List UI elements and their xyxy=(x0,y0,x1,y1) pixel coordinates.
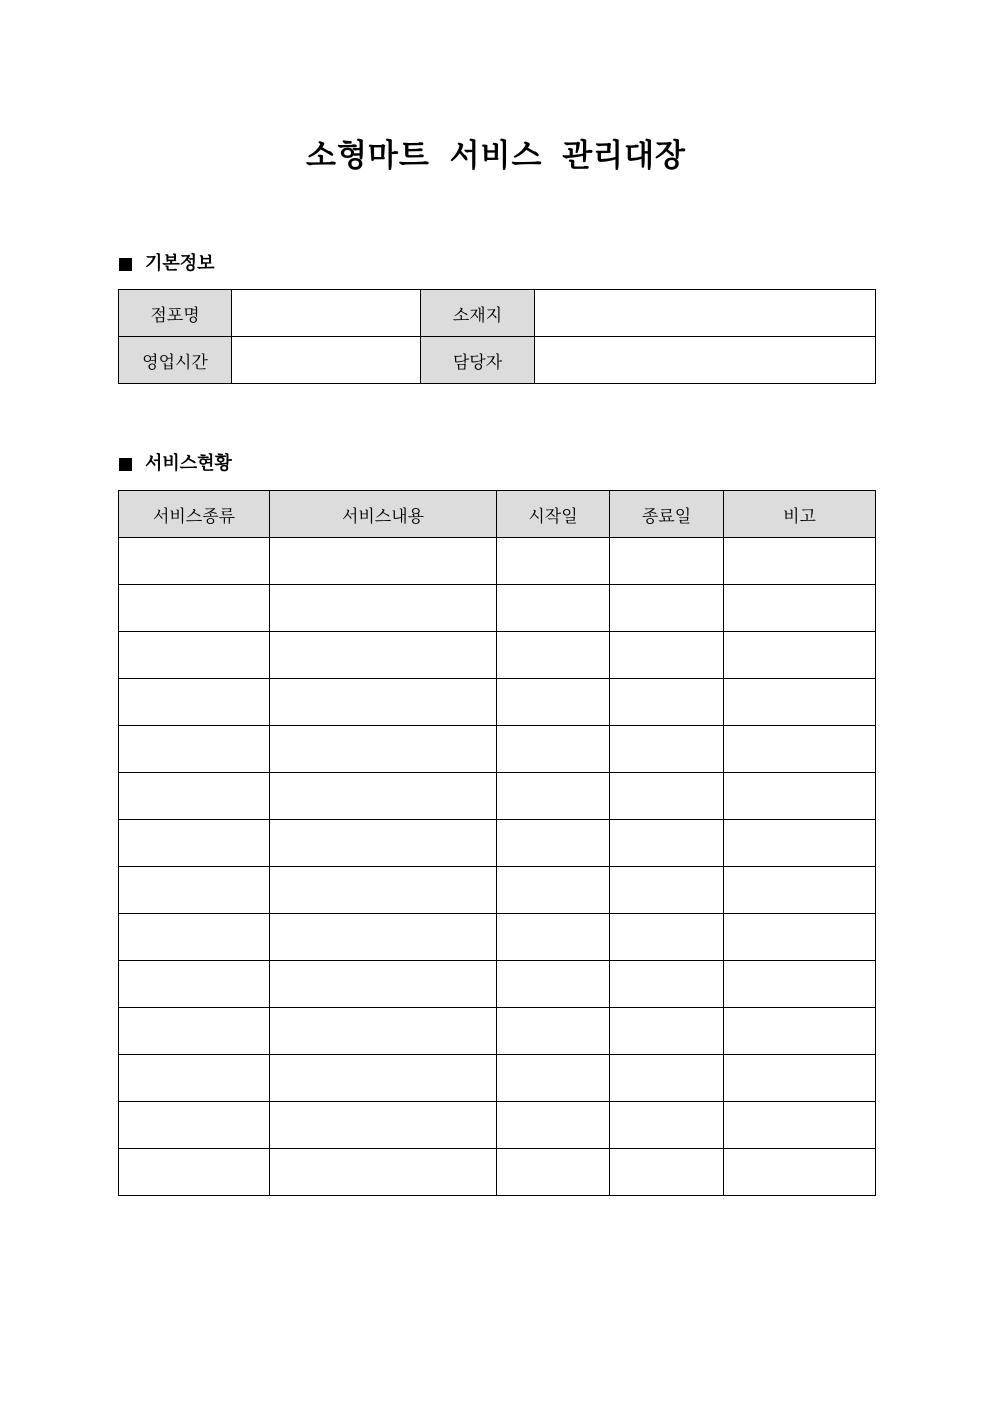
end-date-cell[interactable] xyxy=(610,914,724,961)
end-date-cell[interactable] xyxy=(610,773,724,820)
remarks-cell[interactable] xyxy=(724,1008,876,1055)
remarks-cell[interactable] xyxy=(724,726,876,773)
end-date-cell[interactable] xyxy=(610,585,724,632)
section-heading-label: 서비스현황 xyxy=(145,453,232,474)
service-type-cell[interactable] xyxy=(119,679,270,726)
start-date-cell[interactable] xyxy=(497,585,610,632)
end-date-cell[interactable] xyxy=(610,538,724,585)
table-row xyxy=(119,1149,876,1196)
manager-field[interactable] xyxy=(535,337,876,384)
table-row xyxy=(119,632,876,679)
end-date-cell[interactable] xyxy=(610,867,724,914)
service-type-cell[interactable] xyxy=(119,585,270,632)
service-content-cell[interactable] xyxy=(270,820,497,867)
service-type-cell[interactable] xyxy=(119,1149,270,1196)
service-type-cell[interactable] xyxy=(119,726,270,773)
service-type-cell[interactable] xyxy=(119,773,270,820)
end-date-cell[interactable] xyxy=(610,961,724,1008)
end-date-cell[interactable] xyxy=(610,820,724,867)
table-header-row xyxy=(119,491,876,538)
remarks-cell[interactable] xyxy=(724,820,876,867)
start-date-cell[interactable] xyxy=(497,1149,610,1196)
location-label: 소재지 xyxy=(421,290,535,337)
service-type-cell[interactable] xyxy=(119,914,270,961)
remarks-cell[interactable] xyxy=(724,632,876,679)
start-date-cell[interactable] xyxy=(497,632,610,679)
end-date-cell[interactable] xyxy=(610,1008,724,1055)
end-date-cell[interactable] xyxy=(610,1149,724,1196)
end-date-cell[interactable] xyxy=(610,1102,724,1149)
table-row xyxy=(119,726,876,773)
start-date-cell[interactable] xyxy=(497,1102,610,1149)
table-row xyxy=(119,538,876,585)
table-row xyxy=(119,1102,876,1149)
end-date-cell[interactable] xyxy=(610,726,724,773)
end-date-cell[interactable] xyxy=(610,632,724,679)
start-date-cell[interactable] xyxy=(497,679,610,726)
basic-info-table xyxy=(118,289,876,384)
start-date-cell[interactable] xyxy=(497,914,610,961)
remarks-cell[interactable] xyxy=(724,585,876,632)
page-title: 소형마트 서비스 관리대장 xyxy=(306,138,686,174)
service-content-cell[interactable] xyxy=(270,773,497,820)
service-content-cell[interactable] xyxy=(270,632,497,679)
service-content-cell[interactable] xyxy=(270,585,497,632)
service-type-cell[interactable] xyxy=(119,867,270,914)
table-row xyxy=(119,867,876,914)
service-type-cell[interactable] xyxy=(119,538,270,585)
service-content-cell[interactable] xyxy=(270,1008,497,1055)
service-content-cell[interactable] xyxy=(270,1055,497,1102)
service-type-cell[interactable] xyxy=(119,961,270,1008)
remarks-cell[interactable] xyxy=(724,867,876,914)
start-date-cell[interactable] xyxy=(497,538,610,585)
table-row xyxy=(119,961,876,1008)
location-field[interactable] xyxy=(535,290,876,337)
store-name-field[interactable] xyxy=(232,290,421,337)
remarks-cell[interactable] xyxy=(724,679,876,726)
business-hours-field[interactable] xyxy=(232,337,421,384)
business-hours-label: 영업시간 xyxy=(119,337,232,384)
service-type-cell[interactable] xyxy=(119,1102,270,1149)
manager-label: 담당자 xyxy=(421,337,535,384)
service-type-cell[interactable] xyxy=(119,632,270,679)
end-date-cell[interactable] xyxy=(610,679,724,726)
store-name-label: 점포명 xyxy=(119,290,232,337)
table-row xyxy=(119,820,876,867)
column-header-service-content: 서비스내용 xyxy=(270,491,497,538)
table-row xyxy=(119,585,876,632)
service-content-cell[interactable] xyxy=(270,1102,497,1149)
table-row xyxy=(119,679,876,726)
remarks-cell[interactable] xyxy=(724,773,876,820)
start-date-cell[interactable] xyxy=(497,1055,610,1102)
start-date-cell[interactable] xyxy=(497,773,610,820)
section-heading-label: 기본정보 xyxy=(145,253,215,274)
table-row xyxy=(119,290,876,337)
table-row xyxy=(119,773,876,820)
end-date-cell[interactable] xyxy=(610,1055,724,1102)
square-bullet-icon xyxy=(119,258,132,271)
table-row xyxy=(119,1008,876,1055)
section-heading-service-status xyxy=(119,452,232,476)
table-row xyxy=(119,1055,876,1102)
table-row xyxy=(119,914,876,961)
column-header-remarks: 비고 xyxy=(724,491,876,538)
remarks-cell[interactable] xyxy=(724,1102,876,1149)
remarks-cell[interactable] xyxy=(724,538,876,585)
service-content-cell[interactable] xyxy=(270,914,497,961)
remarks-cell[interactable] xyxy=(724,914,876,961)
start-date-cell[interactable] xyxy=(497,867,610,914)
service-content-cell[interactable] xyxy=(270,679,497,726)
start-date-cell[interactable] xyxy=(497,1008,610,1055)
start-date-cell[interactable] xyxy=(497,820,610,867)
table-row xyxy=(119,337,876,384)
remarks-cell[interactable] xyxy=(724,1149,876,1196)
service-content-cell[interactable] xyxy=(270,961,497,1008)
section-heading-basic-info xyxy=(119,252,215,276)
service-type-cell[interactable] xyxy=(119,1055,270,1102)
service-type-cell[interactable] xyxy=(119,820,270,867)
remarks-cell[interactable] xyxy=(724,961,876,1008)
remarks-cell[interactable] xyxy=(724,1055,876,1102)
column-header-start-date: 시작일 xyxy=(497,491,610,538)
service-status-table xyxy=(118,490,876,1196)
start-date-cell[interactable] xyxy=(497,726,610,773)
service-content-cell[interactable] xyxy=(270,1149,497,1196)
column-header-service-type: 서비스종류 xyxy=(119,491,270,538)
service-type-cell[interactable] xyxy=(119,1008,270,1055)
service-content-cell[interactable] xyxy=(270,867,497,914)
column-header-end-date: 종료일 xyxy=(610,491,724,538)
service-content-cell[interactable] xyxy=(270,726,497,773)
square-bullet-icon xyxy=(119,458,132,471)
start-date-cell[interactable] xyxy=(497,961,610,1008)
service-content-cell[interactable] xyxy=(270,538,497,585)
